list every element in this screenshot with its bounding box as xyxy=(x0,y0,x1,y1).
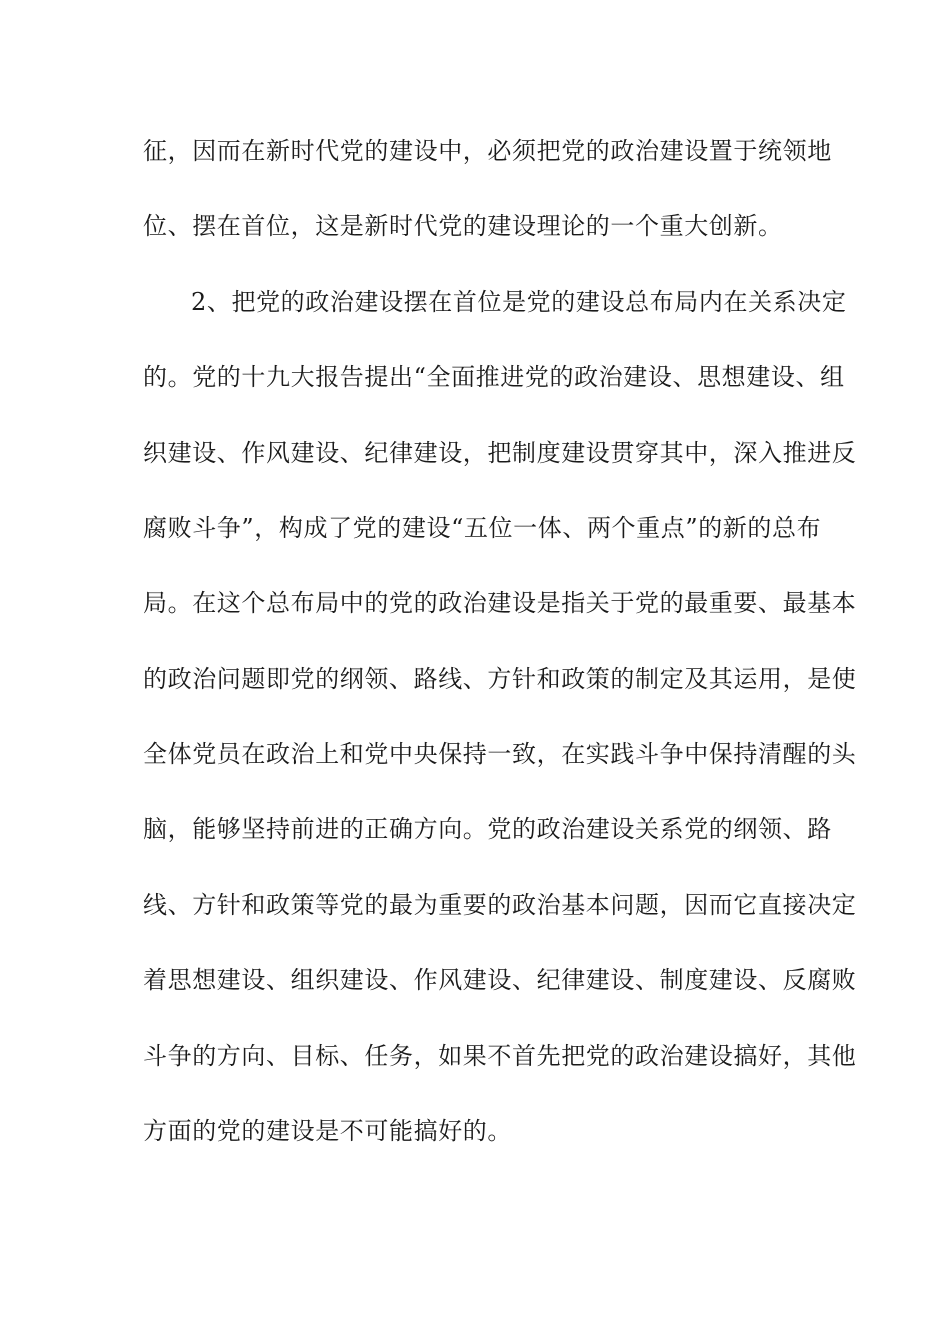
body-text xyxy=(143,133,857,1151)
text-line-10: 脑，能够坚持前进的正确方向。党的政治建设关系党的纲领、路 xyxy=(143,815,832,844)
text-line-14: 方面的党的建设是不可能搞好的。 xyxy=(143,1116,512,1145)
text-line-6: 腐败斗争”，构成了党的建设“五位一体、两个重点”的新的总布 xyxy=(143,513,822,542)
text-line-1: 征，因而在新时代党的建设中，必须把党的政治建设置于统领地 xyxy=(143,137,832,165)
text-line-7: 局。在这个总布局中的党的政治建设是指关于党的最重要、最基本 xyxy=(143,589,857,618)
text-line-2: 位、摆在首位，这是新时代党的建设理论的一个重大创新。 xyxy=(143,212,783,241)
text-line-11: 线、方针和政策等党的最为重要的政治基本问题，因而它直接决定 xyxy=(143,890,857,919)
text-line-12: 着思想建设、组织建设、作风建设、纪律建设、制度建设、反腐败 xyxy=(143,966,857,995)
text-line-5: 织建设、作风建设、纪律建设，把制度建设贯穿其中，深入推进反 xyxy=(143,438,857,467)
text-line-8: 的政治问题即党的纲领、路线、方针和政策的制定及其运用，是使 xyxy=(143,664,857,693)
text-line-13: 斗争的方向、目标、任务，如果不首先把党的政治建设搞好，其他 xyxy=(143,1041,857,1070)
text-line-9: 全体党员在政治上和党中央保持一致，在实践斗争中保持清醒的头 xyxy=(143,740,857,768)
paragraph-2-first-line: 2、把党的政治建设摆在首位是党的建设总布局内在关系决定 xyxy=(191,287,847,316)
text-line-4: 的。党的十九大报告提出“全面推进党的政治建设、思想建设、组 xyxy=(143,363,845,392)
